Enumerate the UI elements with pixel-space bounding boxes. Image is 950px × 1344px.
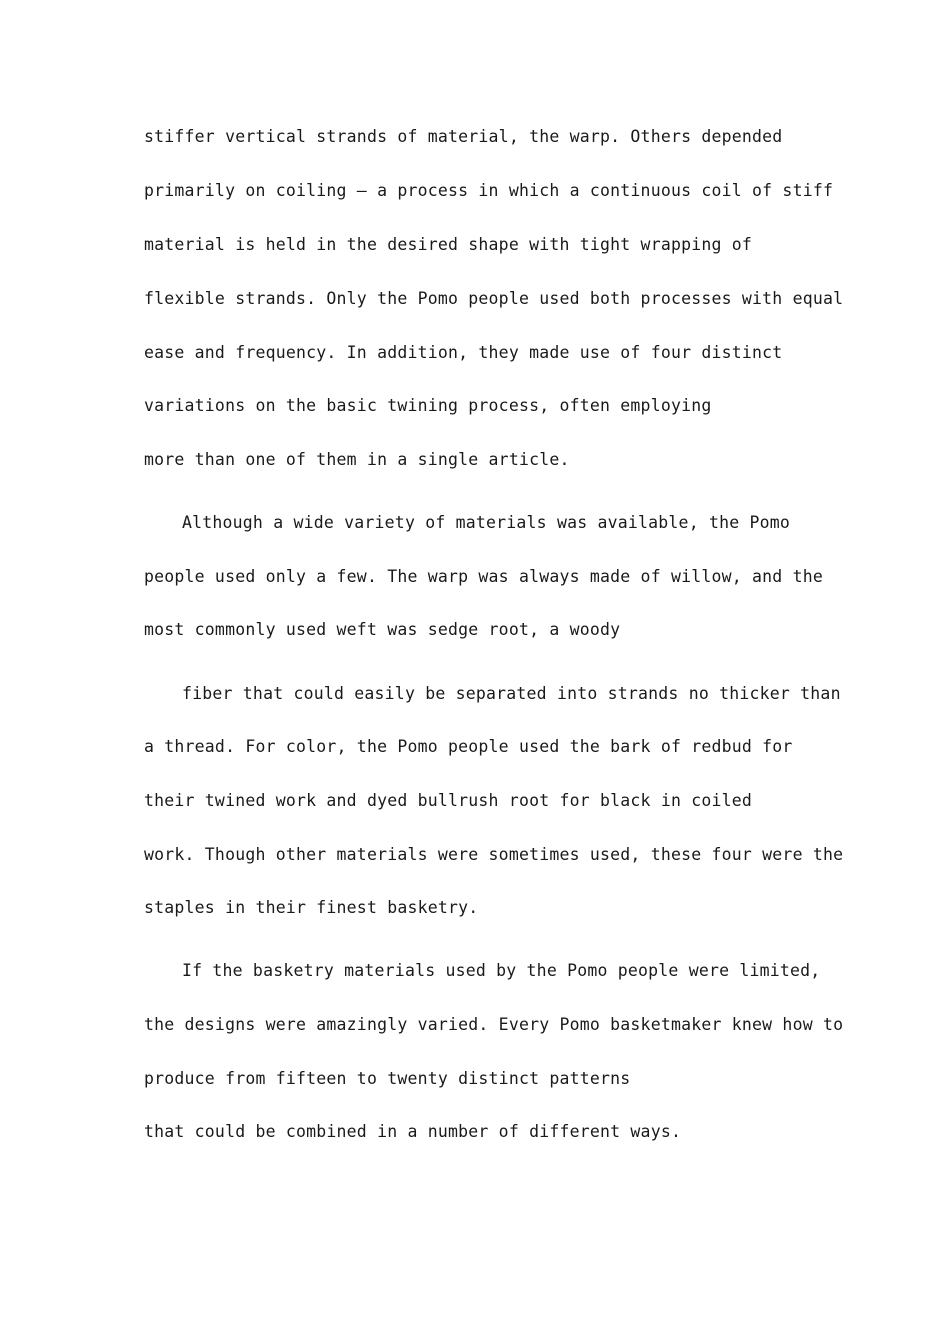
text-line: most commonly used weft was sedge root, a woody [144, 620, 621, 639]
text-line: that could be combined in a number of different ways. [144, 1122, 682, 1141]
text-line: variations on the basic twining process, often employing [144, 396, 712, 415]
text-line: stiffer vertical strands of material, the warp. Others depended [144, 127, 783, 146]
text-line: work. Though other materials were sometimes used, these four were the [144, 845, 844, 864]
text-line: their twined work and dyed bullrush root for black in coiled [144, 791, 753, 810]
text-line: people used only a few. The warp was always made of willow, and the [144, 567, 823, 586]
text-line: ease and frequency. In addition, they made use of four distinct [144, 343, 783, 362]
text-line: produce from fifteen to twenty distinct patterns [144, 1069, 631, 1088]
text-line: material is held in the desired shape with tight wrapping of [144, 235, 753, 254]
text-line: primarily on coiling — a process in which a continuous coil of stiff [144, 181, 834, 200]
text-line: staples in their finest basketry. [144, 898, 479, 917]
text-line: flexible strands. Only the Pomo people used both processes with equal [144, 289, 844, 308]
paragraph-start-line: If the basketry materials used by the Pomo people were limited, [182, 961, 821, 980]
paragraph-start-line: Although a wide variety of materials was available, the Pomo [182, 513, 791, 532]
text-line: the designs were amazingly varied. Every Pomo basketmaker knew how to [144, 1015, 844, 1034]
paragraph-start-line: fiber that could easily be separated into strands no thicker than [182, 684, 841, 703]
text-line: more than one of them in a single article. [144, 450, 570, 469]
text-line: a thread. For color, the Pomo people used the bark of redbud for [144, 737, 793, 756]
